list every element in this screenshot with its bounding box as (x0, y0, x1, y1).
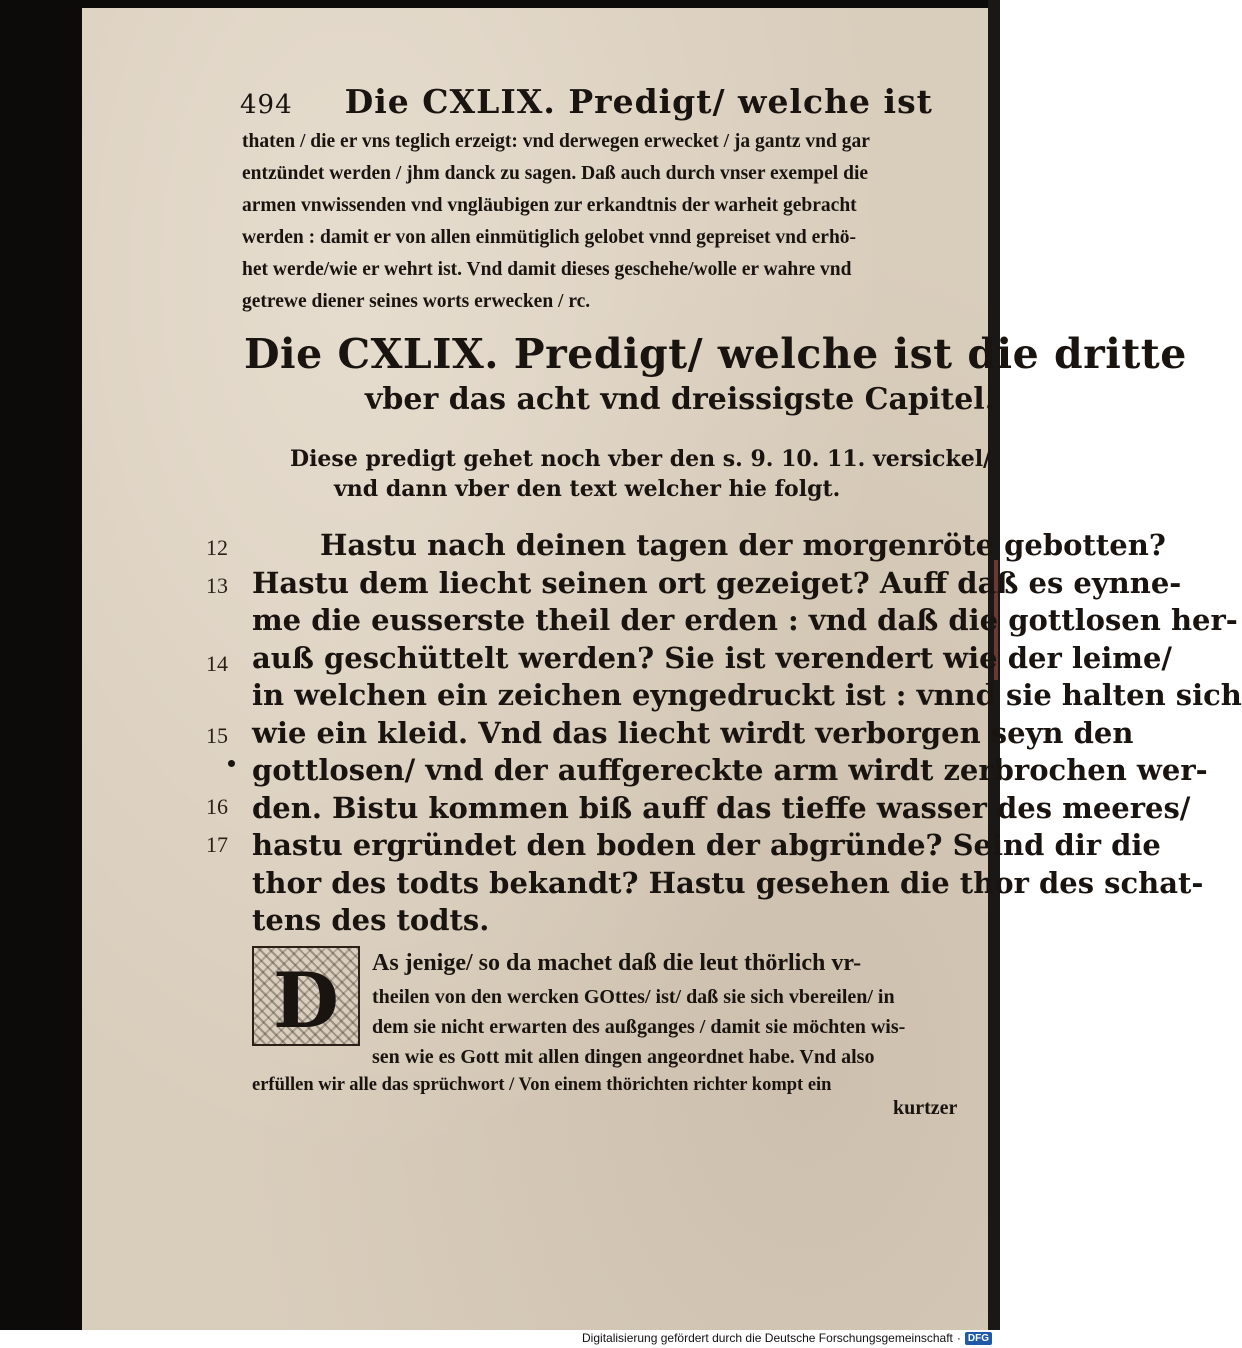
footer-credit (582, 1331, 992, 1345)
verse-line: tens des todts. (252, 903, 490, 937)
decorated-initial (252, 946, 360, 1046)
verse-number: 13 (206, 573, 228, 598)
commentary-line: As jenige/ so da machet daß die leut thörlich vr- (372, 950, 862, 976)
subtitle-line: Diese predigt gehet noch vber den s. 9. 10. 11. versickel/ (290, 446, 992, 472)
page-number: 494 (240, 90, 293, 120)
top-paragraph-line: thaten / die er vns teglich erzeigt: vnd derwegen erwecket / ja gantz vnd gar (242, 131, 870, 152)
page-header (240, 82, 933, 121)
dfg-logo: DFG (965, 1332, 992, 1345)
footer-separator: · (956, 1331, 961, 1345)
verse-line: Hastu nach deinen tagen der morgenröte gebotten? (320, 528, 1166, 562)
verse-number: 14 (206, 651, 228, 676)
verse-line: auß geschüttelt werden? Sie ist verendert wie der leime/ (252, 641, 1173, 675)
subtitle-line: vnd dann vber den text welcher hie folgt. (334, 476, 841, 502)
verse-line: in welchen ein zeichen eyngedruckt ist : vnnd sie halten sich (252, 678, 1242, 712)
footer-credit-text: Digitalisierung gefördert durch die Deutsche Forschungsgemeinschaft (582, 1331, 953, 1345)
verse-line: me die eusserste theil der erden : vnd daß die gottlosen her- (252, 603, 1238, 637)
commentary-line: theilen von den wercken GOttes/ ist/ daß sie sich vbereilen/ in (372, 986, 895, 1008)
verse-line: Hastu dem liecht seinen ort gezeiget? Auff daß es eynne- (252, 566, 1182, 600)
top-paragraph-line: werden : damit er von allen einmütiglich gelobet vnnd gepreiset vnd erhö- (242, 227, 857, 248)
initial-letter: D (273, 956, 339, 1045)
top-paragraph-line: het werde/wie er wehrt ist. Vnd damit dieses geschehe/wolle er wahre vnd (242, 259, 852, 280)
verse-number: 17 (206, 832, 228, 857)
commentary-line: erfüllen wir alle das sprüchwort / Von einem thörichten richter kompt ein (252, 1075, 832, 1095)
commentary-line: dem sie nicht erwarten des außganges / damit sie möchten wis- (372, 1016, 906, 1038)
ink-dot (228, 760, 235, 767)
verse-line: thor des todts bekandt? Hastu gesehen die thor des schat- (252, 866, 1204, 900)
sermon-title-line2: vber das acht vnd dreissigste Capitel. (365, 382, 996, 417)
sermon-title: Die CXLIX. Predigt/ welche ist die dritte (244, 330, 1187, 378)
verse-line: hastu ergründet den boden der abgründe? Seind dir die (252, 828, 1161, 862)
commentary-line: sen wie es Gott mit allen dingen angeordnet habe. Vnd also (372, 1046, 875, 1068)
top-paragraph-line: armen vnwissenden vnd vngläubigen zur erkandtnis der warheit gebracht (242, 195, 857, 216)
running-title: Die CXLIX. Predigt/ welche ist (344, 82, 933, 121)
top-paragraph-line: getrewe diener seines worts erwecken / rc. (242, 291, 591, 312)
verse-line: den. Bistu kommen biß auff das tieffe wasser des meeres/ (252, 791, 1191, 825)
catchword: kurtzer (893, 1097, 958, 1119)
verse-number: 16 (206, 794, 228, 819)
verse-line: wie ein kleid. Vnd das liecht wirdt verborgen seyn den (252, 716, 1134, 750)
top-paragraph-line: entzündet werden / jhm danck zu sagen. Daß auch durch vnser exempel die (242, 163, 869, 184)
verse-number: 15 (206, 723, 228, 748)
verse-line: gottlosen/ vnd der auffgereckte arm wirdt zerbrochen wer- (252, 753, 1208, 787)
verse-number: 12 (206, 535, 228, 560)
